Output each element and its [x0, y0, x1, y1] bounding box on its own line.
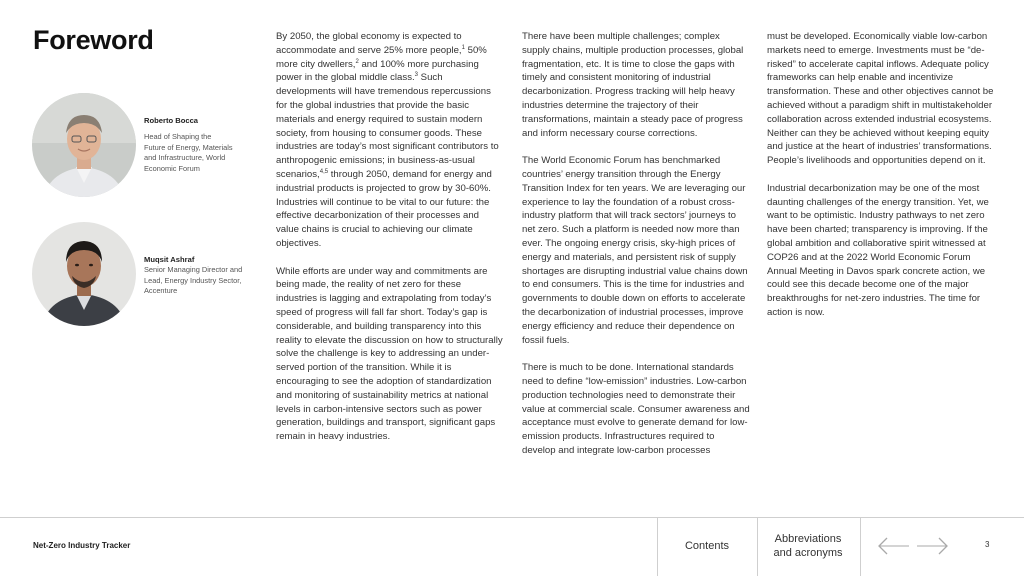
paragraph: There have been multiple challenges; complex supply chains, multiple production processes, global fragmentation, etc. It is time to close the gaps with timely and consistent monitoring of industrial decarbonization. Progress tracking will help heavy industries determine the trajectory of their transformations, maintain a steady pace of progress and inform necessary course corrections.: [522, 31, 744, 139]
person-name: Muqsit Ashraf: [144, 255, 195, 264]
paragraph: must be developed. Economically viable low-carbon markets need to emerge. Investments must be “de-risked” to accelerate capital inflows. Adequate policy frameworks can help enable and incentivize transformation. These and other objectives cannot be achieved without a paradigm shift in multistakeholder collaboration across extended industrial ecosystems. Neither can they be achieved without keeping equity and justice at the heart of industries’ transformations. People’s livelihoods and opportunities depend on it.: [767, 31, 994, 167]
body-column-3: [767, 30, 995, 334]
page-number: 3: [985, 540, 990, 549]
person-role-line: Head of Shaping the: [144, 132, 212, 142]
abbreviations-label-line: and acronyms: [773, 547, 843, 559]
paragraph: The World Economic Forum has benchmarked countries’ energy transition through the Energy Transition Index for ten years. We are leveraging our experience to lay the foundation of a robust cross-industry platform that will track sectors’ journeys to net zero. Such a platform is needed now more than ever. The ongoing energy crisis, sky-high prices of energy and materials, and persistent risk of supply shortages are disrupting industrial value chains down to end consumers. This is the time for industries and governments to double down on efforts to accelerate the decarbonization of industrial processes, improve energy efficiency and reduce their dependence on fossil fuels.: [522, 155, 748, 346]
contents-link[interactable]: Contents: [684, 540, 730, 552]
previous-page-icon[interactable]: [879, 538, 909, 554]
person-muqsit-ashraf: [144, 255, 259, 297]
paragraph: While efforts are under way and commitments are being made, the reality of net zero for these industries is lagging and extrapolating from today’s speed of progress will fall far short. Today’s gap is considerable, and building transparency into this reality to elevate the discussion on how to structurally solve the challenge is key to addressing an under-served portion of the transition. While it is encouraging to see the adoption of standardization and monitoring of sustainability metrics at national levels in carbon-intensive sectors such as power generation, buildings and transport, significant gaps remain in heavy industries.: [276, 265, 503, 443]
report-title: Net-Zero Industry Tracker: [33, 541, 131, 550]
person-role-line: and Infrastructure, World: [144, 153, 226, 163]
page-navigation: [873, 534, 953, 558]
person-name: Roberto Bocca: [144, 116, 199, 125]
page-title: Foreword: [33, 25, 154, 55]
footer-separator: [757, 517, 758, 576]
paragraph: By 2050, the global economy is expected to accommodate and serve 25% more people,$^1$ 50% more city dwellers,$^2$ and 100% more purchasing power in the global middle class.$^3$ Such developments will have tremendous repercussions for the global industries that provide the basic materials and energy required to sustain modern society, from housing to consumer goods. These industries are today’s most significant contributors to anthropogenic emissions; in business-as-usual scenarios,$^{4,5}$ through 2050, demand for energy and industrial products is projected to grow by 30-60%. Industries will continue to be vital to our future: the effective decarbonization of their processes and value chains is crucial to achieving our climate objectives.: [276, 31, 499, 249]
person-role-line: Economic Forum: [144, 163, 200, 173]
body-column-2: [522, 30, 750, 472]
body-column-1: [276, 30, 504, 458]
paragraph: Industrial decarbonization may be one of the most daunting challenges of the energy transition. Yet, we want to be optimistic. Industry pathways to net zero have been charted; transparency is improving. If the global ambition and collaborative spirit witnessed at COP26 and at the 2022 World Economic Forum Annual Meeting in Davos spark concrete action, we could see this decade become one of the major breakthroughs for net-zero industries. The time for action is now.: [767, 182, 989, 318]
footer-separator: [657, 517, 658, 576]
avatar-roberto-bocca: [32, 93, 136, 197]
footer-separator: [860, 517, 861, 576]
next-page-icon[interactable]: [917, 538, 947, 554]
person-role-line: Senior Managing Director and: [144, 265, 243, 275]
paragraph: There is much to be done. International standards need to define “low-emission” industries. Low-carbon production technologies need to demonstrate their value at commercial scale. Consumer awareness and acceptance must evolve to generate demand for low-emission products. Infrastructures required to develop and integrate low-carbon processes: [522, 362, 750, 456]
avatar-muqsit-ashraf: [32, 222, 136, 326]
person-role-line: Accenture: [144, 286, 178, 296]
person-roberto-bocca: [144, 116, 259, 174]
person-role-line: Future of Energy, Materials: [144, 142, 233, 152]
abbreviations-link[interactable]: [760, 532, 856, 560]
footer-divider: [0, 517, 1024, 518]
person-role-line: Lead, Energy Industry Sector,: [144, 275, 242, 285]
abbreviations-label-line: Abbreviations: [774, 533, 842, 545]
